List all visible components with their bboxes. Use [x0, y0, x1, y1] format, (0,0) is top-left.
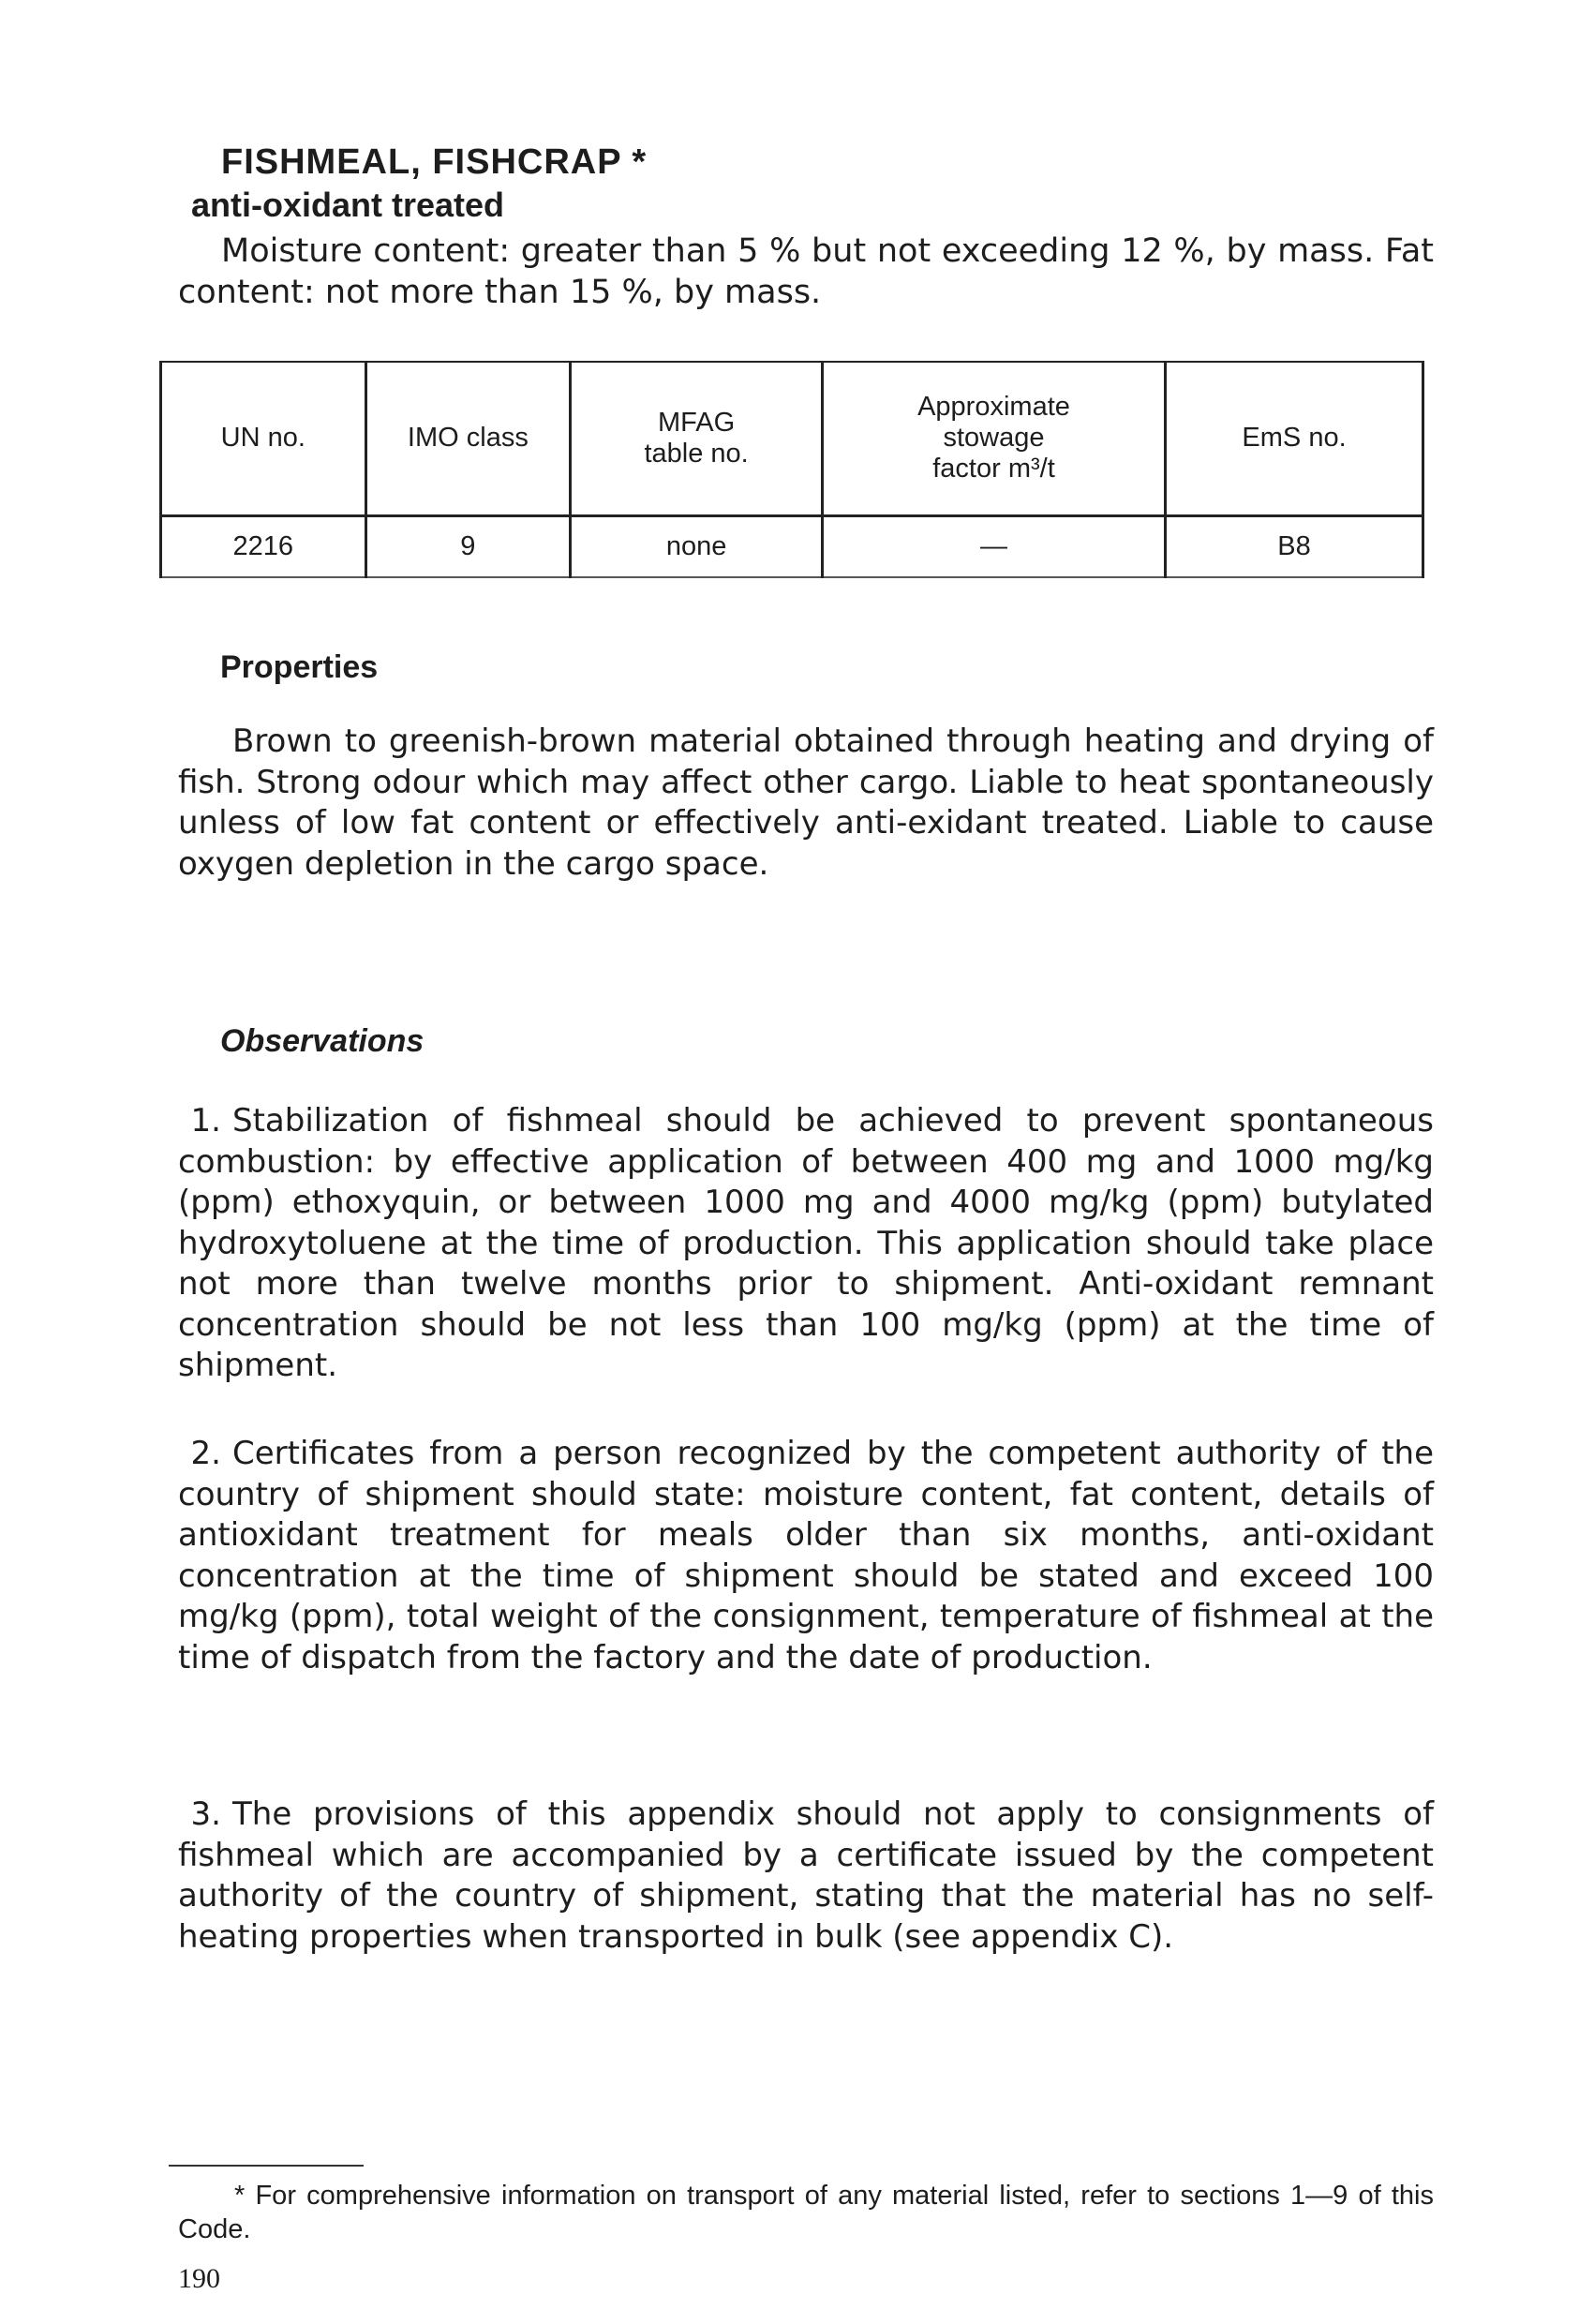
page-title: FISHMEAL, FISHCRAP *	[221, 142, 648, 182]
intro-text: Moisture content: greater than 5 % but not exceeding 12 %, by mass. Fat content: not more than 15 %, by mass.	[178, 232, 1434, 311]
header-mfag	[571, 362, 823, 515]
observation-number: 2.	[190, 1435, 221, 1472]
header-un-no: UN no.	[161, 362, 366, 515]
observation-item	[178, 1101, 1434, 1387]
cell-stowage: —	[822, 515, 1165, 577]
observation-number: 3.	[190, 1795, 221, 1833]
intro-paragraph	[178, 231, 1434, 313]
footnote	[178, 2179, 1434, 2246]
observation-item	[178, 1795, 1434, 1958]
page-number: 190	[178, 2263, 220, 2294]
observations-heading: Observations	[220, 1023, 425, 1059]
cell-ems: B8	[1166, 515, 1423, 577]
properties-text: Brown to greenish-brown material obtained through heating and drying of fish. Strong odour which may affect other cargo. Liable to heat spontaneously unless of low fat content or effectively anti-exidant treated. Liable to cause oxygen depletion in the cargo space.	[178, 723, 1434, 883]
cell-imo-class: 9	[365, 515, 571, 577]
header-stowage-line3: factor m³/t	[932, 454, 1055, 484]
header-stowage-line2: stowage	[943, 423, 1045, 454]
footnote-text: * For comprehensive information on transport of any material listed, refer to sections 1—9 of this Code.	[178, 2181, 1434, 2244]
properties-paragraph	[178, 722, 1434, 885]
header-mfag-line1: MFAG	[657, 407, 736, 438]
table-row	[161, 515, 1423, 577]
header-stowage-line1: Approximate	[917, 392, 1070, 423]
observation-text: Stabilization of fishmeal should be achieved to prevent spontaneous combustion: by effective application of between 400 mg and 1000 mg/kg (ppm) ethoxyquin, or between 1000 mg and 4000 mg/kg (ppm) butylated hydroxytoluene at the time of production. This application should take place not more than twelve months prior to shipment. Anti-oxidant remnant concentration should be not less than 100 mg/kg (ppm) at the time of shipment.	[178, 1102, 1434, 1384]
cargo-data-table	[159, 361, 1424, 578]
cell-mfag: none	[571, 515, 823, 577]
observation-number: 1.	[190, 1102, 221, 1140]
header-imo-class: IMO class	[365, 362, 571, 515]
page-subtitle: anti-oxidant treated	[191, 186, 505, 224]
observation-text: Certificates from a person recognized by the competent authority of the country of shipment should state: moisture content, fat content, details of antioxidant treatment for meals older than six months, anti-oxidant concentration at the time of shipment should be stated and exceed 100 mg/kg (ppm), total weight of the consignment, temperature of fishmeal at the time of dispatch from the factory and the date of production.	[178, 1435, 1434, 1676]
header-mfag-line2: table no.	[644, 438, 749, 469]
header-ems-no: EmS no.	[1166, 362, 1423, 515]
cell-un-no: 2216	[161, 515, 366, 577]
header-stowage-factor	[822, 362, 1165, 515]
observation-item	[178, 1434, 1434, 1678]
table-header-row	[161, 362, 1423, 515]
footnote-divider	[169, 2165, 364, 2167]
observation-text: The provisions of this appendix should not apply to consignments of fishmeal which are accompanied by a certificate issued by the competent authority of the country of shipment, stating that the material has no self-heating properties when transported in bulk (see appendix C).	[178, 1795, 1434, 1956]
properties-heading: Properties	[220, 649, 379, 685]
